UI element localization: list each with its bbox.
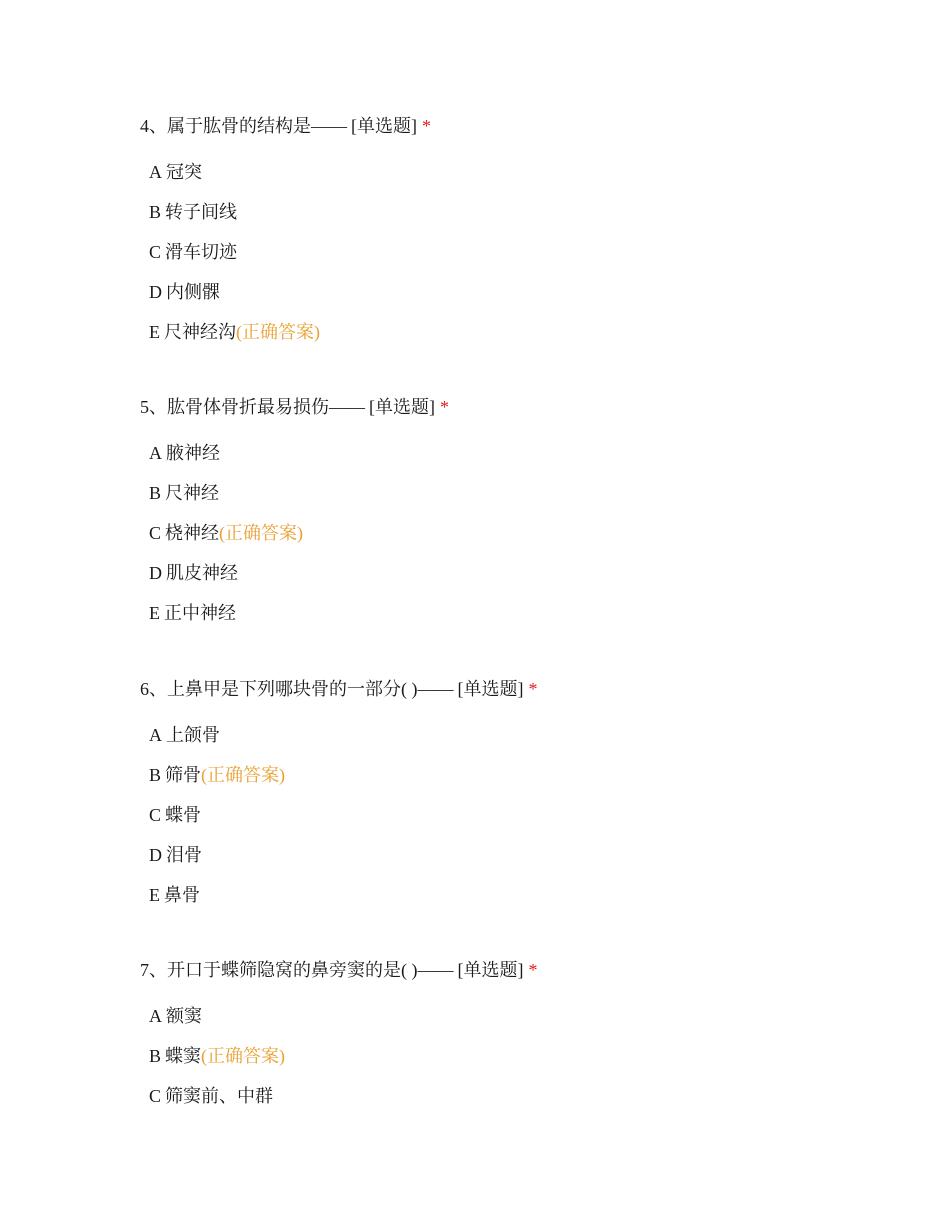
correct-answer-marker: (正确答案) (219, 523, 304, 543)
option-d[interactable] (149, 278, 900, 306)
required-marker: * (528, 960, 538, 980)
option-letter: D (149, 563, 162, 583)
option-letter: B (149, 1046, 162, 1066)
correct-answer-marker: (正确答案) (201, 1046, 286, 1066)
question-type: [单选题] (457, 679, 524, 699)
option-a[interactable] (149, 721, 900, 749)
option-letter: A (149, 725, 162, 745)
question-4 (140, 112, 900, 358)
option-e[interactable] (149, 599, 900, 627)
option-b[interactable] (149, 761, 900, 789)
question-title (140, 956, 900, 984)
option-letter: E (149, 322, 160, 342)
option-text: 筛骨 (165, 765, 202, 785)
question-text: 6、上鼻甲是下列哪块骨的一部分( )—— (140, 679, 454, 699)
question-type: [单选题] (369, 397, 435, 417)
option-c[interactable] (149, 801, 900, 829)
option-c[interactable] (149, 519, 900, 547)
question-7 (140, 956, 900, 1122)
question-type: [单选题] (457, 960, 524, 980)
option-text: 额窦 (166, 1006, 202, 1026)
option-text: 冠突 (166, 162, 202, 182)
question-title (140, 112, 900, 140)
option-text: 泪骨 (166, 845, 202, 865)
option-text: 上颌骨 (166, 725, 220, 745)
question-type: [单选题] (351, 116, 417, 136)
option-letter: C (149, 805, 162, 825)
option-list (140, 1002, 900, 1110)
option-text: 正中神经 (164, 603, 236, 623)
question-text: 5、肱骨体骨折最易损伤—— (140, 397, 365, 417)
question-6 (140, 675, 900, 921)
option-letter: D (149, 282, 162, 302)
option-letter: B (149, 202, 162, 222)
option-text: 腋神经 (166, 443, 220, 463)
option-letter: B (149, 765, 162, 785)
option-a[interactable] (149, 439, 900, 467)
option-text: 滑车切迹 (165, 242, 238, 262)
option-list (140, 721, 900, 909)
option-letter: E (149, 885, 160, 905)
correct-answer-marker: (正确答案) (236, 322, 320, 342)
option-b[interactable] (149, 479, 900, 507)
option-text: 鼻骨 (164, 885, 200, 905)
option-b[interactable] (149, 198, 900, 226)
option-text: 尺神经沟 (164, 322, 236, 342)
required-marker: * (528, 679, 538, 699)
option-text: 尺神经 (165, 483, 220, 503)
option-letter: A (149, 1006, 162, 1026)
required-marker: * (422, 116, 431, 136)
option-letter: C (149, 242, 162, 262)
option-letter: C (149, 523, 162, 543)
option-text: 桡神经 (165, 523, 220, 543)
option-d[interactable] (149, 841, 900, 869)
option-text: 肌皮神经 (166, 563, 238, 583)
option-e[interactable] (149, 318, 900, 346)
option-c[interactable] (149, 1082, 900, 1110)
question-title (140, 675, 900, 703)
option-letter: E (149, 603, 160, 623)
question-5 (140, 393, 900, 639)
option-text: 内侧髁 (166, 282, 220, 302)
option-text: 转子间线 (165, 202, 238, 222)
option-c[interactable] (149, 238, 900, 266)
question-text: 4、属于肱骨的结构是—— (140, 116, 347, 136)
option-a[interactable] (149, 158, 900, 186)
option-list (140, 439, 900, 627)
question-text: 7、开口于蝶筛隐窝的鼻旁窦的是( )—— (140, 960, 454, 980)
option-letter: C (149, 1086, 162, 1106)
option-letter: B (149, 483, 162, 503)
question-title (140, 393, 900, 421)
option-text: 蝶骨 (165, 805, 202, 825)
option-letter: A (149, 443, 162, 463)
option-text: 蝶窦 (165, 1046, 202, 1066)
option-list (140, 158, 900, 346)
required-marker: * (440, 397, 449, 417)
option-d[interactable] (149, 559, 900, 587)
option-a[interactable] (149, 1002, 900, 1030)
option-b[interactable] (149, 1042, 900, 1070)
option-text: 筛窦前、中群 (165, 1086, 274, 1106)
option-letter: D (149, 845, 162, 865)
option-e[interactable] (149, 881, 900, 909)
option-letter: A (149, 162, 162, 182)
correct-answer-marker: (正确答案) (201, 765, 286, 785)
